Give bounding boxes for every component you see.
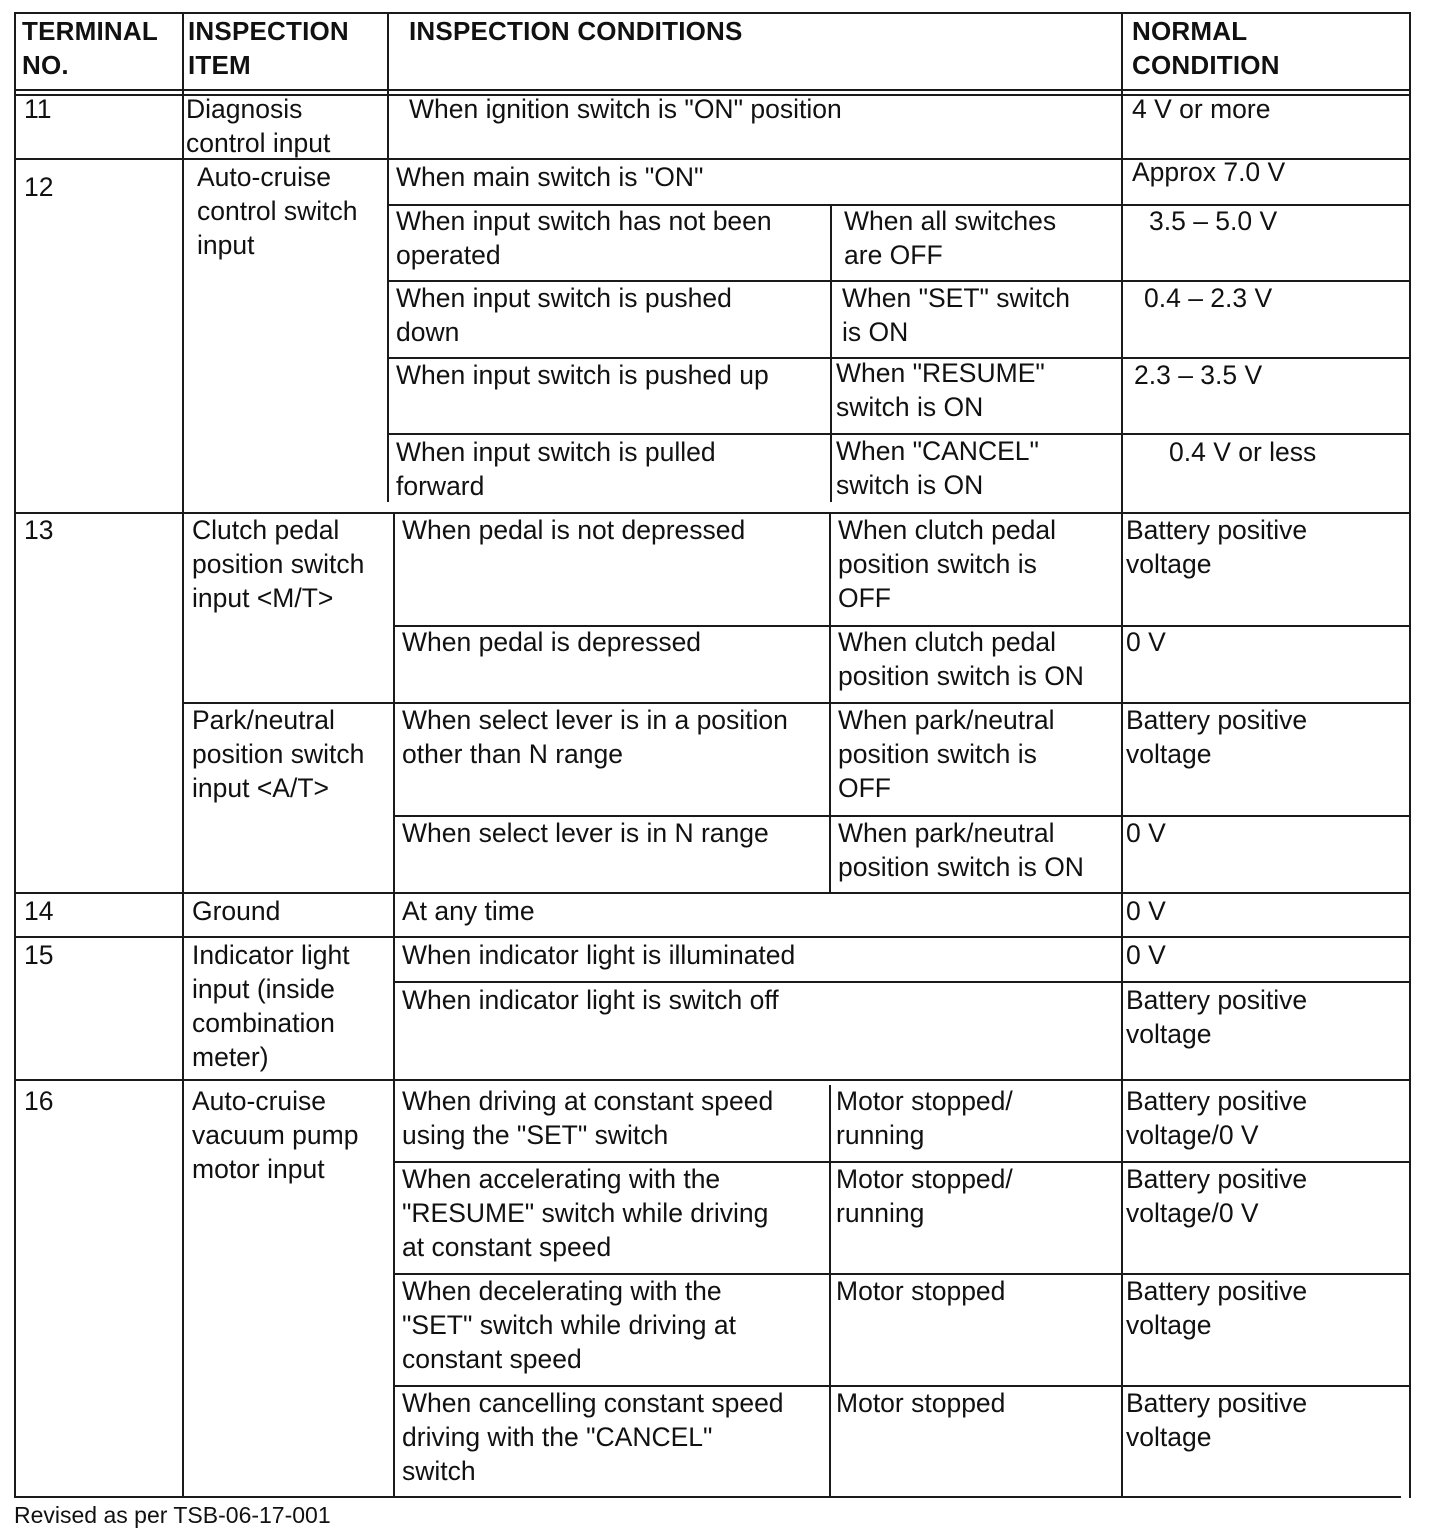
terminal-14-normal: 0 V bbox=[1126, 896, 1166, 926]
terminal-12-row3-condition: When input switch is pushed up bbox=[396, 360, 769, 390]
terminal-16-row3-detail: Motor stopped bbox=[836, 1276, 1006, 1306]
header-inspection-conditions: INSPECTION CONDITIONS bbox=[409, 16, 743, 46]
terminal-12-row3-detail: When "RESUME" switch is ON bbox=[836, 358, 1045, 422]
terminal-11-condition: When ignition switch is "ON" position bbox=[409, 94, 842, 124]
terminal-15-row1-condition: When indicator light is illuminated bbox=[402, 940, 796, 970]
terminal-13-clutch-row2-detail: When clutch pedal position switch is ON bbox=[838, 627, 1084, 691]
terminal-13-park-row2-condition: When select lever is in N range bbox=[402, 818, 769, 848]
terminal-16-row4-normal: Battery positive voltage bbox=[1126, 1388, 1308, 1452]
terminal-12-main-normal: Approx 7.0 V bbox=[1132, 157, 1286, 187]
terminal-16-row3-condition: When decelerating with the "SET" switch while driving at constant speed bbox=[402, 1276, 736, 1374]
terminal-15-row2-normal: Battery positive voltage bbox=[1126, 985, 1308, 1049]
header-inspection-item: INSPECTION ITEM bbox=[188, 16, 349, 80]
terminal-12-row1-condition: When input switch has not been operated bbox=[396, 206, 772, 270]
terminal-12-row3-normal: 2.3 – 3.5 V bbox=[1134, 360, 1263, 390]
border-bottom bbox=[14, 1496, 1401, 1498]
terminal-12-row1-detail: When all switches are OFF bbox=[844, 206, 1057, 270]
terminal-12-row1-normal: 3.5 – 5.0 V bbox=[1149, 206, 1278, 236]
col-divider-2a bbox=[387, 12, 389, 502]
terminal-16-row3-normal: Battery positive voltage bbox=[1126, 1276, 1308, 1340]
terminal-12-row4-detail: When "CANCEL" switch is ON bbox=[836, 436, 1039, 500]
col-divider-1 bbox=[182, 12, 184, 1498]
terminal-14-condition: At any time bbox=[402, 896, 535, 926]
rule-15-16 bbox=[14, 1079, 1411, 1081]
terminal-14-no: 14 bbox=[24, 896, 54, 926]
terminal-14-item: Ground bbox=[192, 896, 281, 926]
terminal-13-clutch-row1-condition: When pedal is not depressed bbox=[402, 515, 746, 545]
terminal-12-row2-detail: When "SET" switch is ON bbox=[842, 283, 1070, 347]
terminal-15-row2-condition: When indicator light is switch off bbox=[402, 985, 779, 1015]
terminal-16-row1-detail: Motor stopped/ running bbox=[836, 1086, 1013, 1150]
terminal-16-row4-detail: Motor stopped bbox=[836, 1388, 1006, 1418]
inspection-table bbox=[14, 12, 1411, 1498]
terminal-16-row1-condition: When driving at constant speed using the "SET" switch bbox=[402, 1086, 774, 1150]
terminal-12-row4-normal: 0.4 V or less bbox=[1169, 437, 1317, 467]
terminal-16-row1-normal: Battery positive voltage/0 V bbox=[1126, 1086, 1308, 1150]
terminal-12-no: 12 bbox=[24, 172, 54, 202]
border-right bbox=[1409, 12, 1411, 1498]
terminal-12-row2-condition: When input switch is pushed down bbox=[396, 283, 732, 347]
terminal-15-no: 15 bbox=[24, 940, 54, 970]
border-left bbox=[14, 12, 16, 1498]
terminal-15-row1-normal: 0 V bbox=[1126, 940, 1166, 970]
header-terminal-no: TERMINAL NO. bbox=[22, 16, 158, 80]
terminal-15-item: Indicator light input (inside combination meter) bbox=[192, 940, 350, 1072]
terminal-13-park-row1-condition: When select lever is in a position other than N range bbox=[402, 705, 788, 769]
terminal-13-clutch-row2-condition: When pedal is depressed bbox=[402, 627, 702, 657]
terminal-12-main-condition: When main switch is "ON" bbox=[396, 162, 704, 192]
terminal-12-row2-normal: 0.4 – 2.3 V bbox=[1144, 283, 1273, 313]
terminal-16-row2-normal: Battery positive voltage/0 V bbox=[1126, 1164, 1308, 1228]
terminal-16-no: 16 bbox=[24, 1086, 54, 1116]
terminal-13-park-row1-detail: When park/neutral position switch is OFF bbox=[838, 705, 1055, 803]
terminal-13-park-item: Park/neutral position switch input <A/T> bbox=[192, 705, 365, 803]
terminal-11-item: Diagnosis control input bbox=[186, 94, 331, 158]
terminal-13-park-row2-normal: 0 V bbox=[1126, 818, 1166, 848]
terminal-13-clutch-row2-normal: 0 V bbox=[1126, 627, 1166, 657]
terminal-11-normal: 4 V or more bbox=[1132, 94, 1271, 124]
terminal-11-no: 11 bbox=[24, 94, 52, 124]
terminal-16-row2-detail: Motor stopped/ running bbox=[836, 1164, 1013, 1228]
subcol-divider-t12 bbox=[830, 204, 832, 502]
terminal-13-clutch-item: Clutch pedal position switch input <M/T> bbox=[192, 515, 365, 613]
terminal-16-row4-condition: When cancelling constant speed driving with the "CANCEL" switch bbox=[402, 1388, 784, 1486]
revision-footnote: Revised as per TSB-06-17-001 bbox=[14, 1502, 331, 1528]
subcol-divider-t16 bbox=[829, 1085, 831, 1498]
col-divider-4 bbox=[1121, 12, 1123, 1498]
terminal-16-item: Auto-cruise vacuum pump motor input bbox=[192, 1086, 359, 1184]
terminal-13-park-row2-detail: When park/neutral position switch is ON bbox=[838, 818, 1084, 882]
terminal-13-park-row1-normal: Battery positive voltage bbox=[1126, 705, 1308, 769]
header-rule-1 bbox=[14, 89, 1411, 91]
terminal-12-item: Auto-cruise control switch input bbox=[197, 162, 358, 260]
terminal-13-clutch-row1-detail: When clutch pedal position switch is OFF bbox=[838, 515, 1057, 613]
terminal-13-no: 13 bbox=[24, 515, 54, 545]
terminal-12-row4-condition: When input switch is pulled forward bbox=[396, 437, 716, 501]
header-normal-condition: NORMAL CONDITION bbox=[1132, 16, 1280, 80]
col-divider-2b bbox=[393, 512, 395, 1498]
terminal-16-row2-condition: When accelerating with the "RESUME" switch while driving at constant speed bbox=[402, 1164, 769, 1262]
terminal-13-clutch-row1-normal: Battery positive voltage bbox=[1126, 515, 1308, 579]
